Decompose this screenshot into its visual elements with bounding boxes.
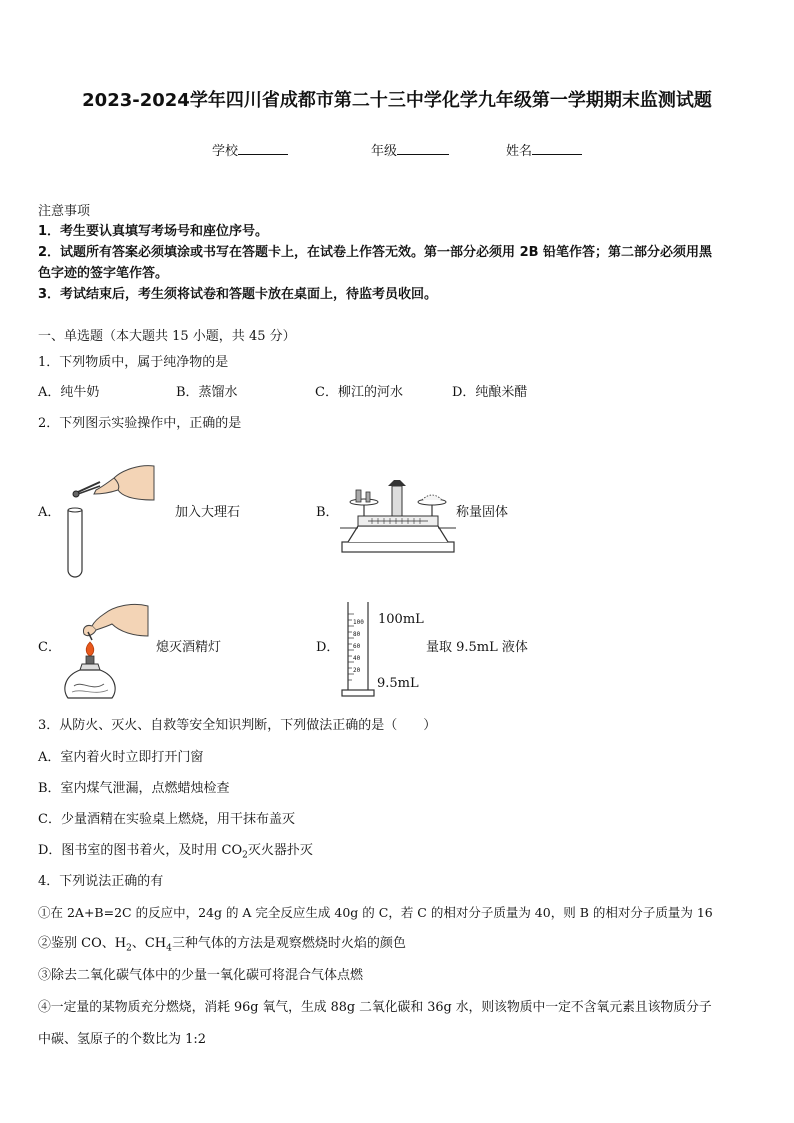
cylinder-tick-label: 20 [353, 667, 361, 674]
q4-statement-2 [38, 934, 406, 959]
grade-label: 年级 [371, 144, 398, 159]
q3-option-b: B．室内煤气泄漏，点燃蜡烛检查 [38, 781, 230, 796]
q2-d-caption: 量取 9.5mL 液体 [426, 640, 528, 655]
q2-c-letter: C． [38, 640, 61, 655]
name-label: 姓名 [506, 144, 533, 159]
q4-statement-1: ①在 2A+B=2C 的反应中，24g 的 A 完全反应生成 40g 的 C，若 C 的相对分子质量为 40，则 B 的相对分子质量为 16 [38, 905, 713, 920]
q4-statement-2-pre: ②鉴别 CO、H [38, 936, 127, 951]
q2-a-caption: 加入大理石 [175, 505, 241, 520]
page-title: 2023-2024学年四川省成都市第二十三中学化学九年级第一学期期末监测试题 [82, 90, 712, 111]
q4-statement-2-mid: 、CH [131, 936, 167, 951]
q3-option-d-post: 灭火器扑灭 [247, 843, 313, 858]
school-field[interactable] [212, 140, 288, 159]
grade-blank[interactable] [397, 141, 449, 155]
q3-option-a: A．室内着火时立即打开门窗 [38, 750, 204, 765]
q2-b-caption: 称量固体 [456, 505, 509, 520]
notice-item-2-cont: 色字迹的签字笔作答。 [38, 266, 169, 281]
q2-c-caption: 熄灭酒精灯 [156, 640, 222, 655]
q2-a-letter: A． [38, 505, 61, 520]
q1-option-a: A．纯牛奶 [38, 385, 100, 400]
q4-statement-2-sub2: 4 [166, 943, 172, 954]
q1-option-d: D．纯酿米醋 [452, 385, 528, 400]
section-heading: 一、单选题（本大题共 15 小题，共 45 分） [38, 329, 296, 344]
cylinder-reading-label: 9.5mL [377, 676, 419, 691]
q2-d-letter: D． [316, 640, 340, 655]
q3-stem: 3．从防火、灭火、自救等安全知识判断，下列做法正确的是（ ） [38, 718, 437, 733]
cylinder-tick-label: 60 [353, 643, 361, 650]
tweezers-test-tube-image [60, 460, 158, 580]
notice-heading: 注意事项 [38, 204, 91, 219]
q4-stem: 4．下列说法正确的有 [38, 874, 164, 889]
q4-statement-4: ④一定量的某物质充分燃烧，消耗 96g 氧气，生成 88g 二氧化碳和 36g 水，则该物质中一定不含氧元素且该物质分子 [38, 1000, 712, 1015]
name-blank[interactable] [532, 141, 582, 155]
alcohol-lamp-image [60, 600, 156, 704]
grade-field[interactable] [371, 140, 449, 159]
school-label: 学校 [212, 144, 239, 159]
q2-b-letter: B． [316, 505, 339, 520]
q1-stem: 1．下列物质中，属于纯净物的是 [38, 355, 229, 370]
q1-option-c: C．柳江的河水 [315, 385, 403, 400]
cylinder-tick-label: 80 [353, 631, 361, 638]
q1-option-b: B．蒸馏水 [176, 385, 238, 400]
q4-statement-3: ③除去二氧化碳气体中的少量一氧化碳可将混合气体点燃 [38, 968, 364, 983]
cylinder-tick-label: 40 [353, 655, 361, 662]
q2-stem: 2．下列图示实验操作中，正确的是 [38, 416, 242, 431]
balance-image [338, 476, 458, 556]
school-blank[interactable] [238, 141, 288, 155]
q3-option-d [38, 841, 313, 866]
q3-option-d-pre: D．图书室的图书着火，及时用 CO [38, 843, 243, 858]
cylinder-volume-label: 100mL [378, 612, 424, 627]
notice-item-3: 3．考试结束后，考生须将试卷和答题卡放在桌面上，待监考员收回。 [38, 287, 438, 302]
notice-item-2: 2．试题所有答案必须填涂或书写在答题卡上，在试卷上作答无效。第一部分必须用 2B 铅笔作答；第二部分必须用黑 [38, 245, 713, 260]
q3-option-c: C．少量酒精在实验桌上燃烧，用干抹布盖灭 [38, 812, 295, 827]
q4-statement-2-post: 三种气体的方法是观察燃烧时火焰的颜色 [171, 936, 406, 951]
q4-statement-2-sub1: 2 [126, 943, 132, 954]
notice-item-1: 1．考生要认真填写考场号和座位序号。 [38, 224, 269, 239]
q4-statement-4-cont: 中碳、氢原子的个数比为 1:2 [38, 1032, 207, 1047]
cylinder-tick-label: 100 [353, 619, 364, 626]
cylinder-tick-labels [353, 617, 364, 677]
q3-option-d-sub: 2 [242, 850, 248, 861]
name-field[interactable] [506, 140, 582, 159]
